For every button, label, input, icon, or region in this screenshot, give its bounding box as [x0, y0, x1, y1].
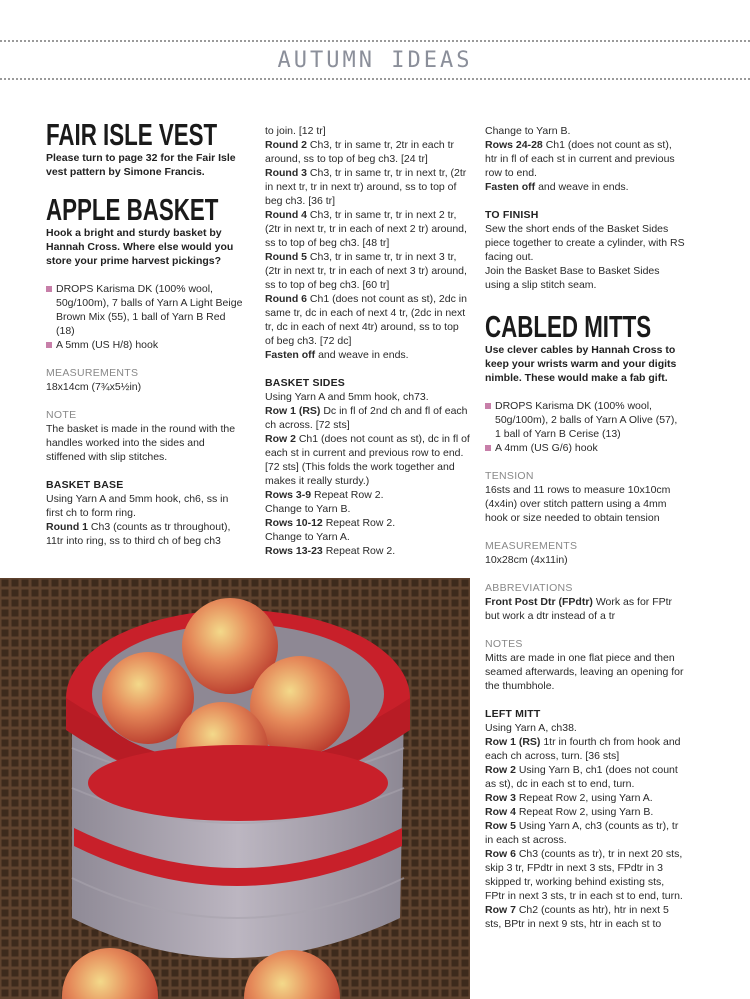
pattern-row: Round 4 Ch3, tr in same tr, tr in next 2 tr, (2tr in next tr, tr in each of next 2 tr) around, ss to top of beg ch3. [48 tr]: [265, 209, 467, 249]
header-rule-top: [0, 40, 750, 42]
bullet-square-icon: [485, 445, 491, 451]
fair-isle-intro: Please turn to page 32 for the Fair Isle vest pattern by Simone Francis.: [46, 152, 236, 178]
basket-base-label: BASKET BASE: [46, 479, 124, 491]
section-header: [0, 40, 750, 80]
pattern-row: Round 2 Ch3, tr in same tr, 2tr in each tr around, ss to top of beg ch3. [24 tr]: [265, 139, 455, 165]
pattern-row: Row 5 Using Yarn A, ch3 (counts as tr), tr in each st across.: [485, 820, 679, 846]
pattern-row: Rows 10-12 Repeat Row 2.: [265, 517, 396, 529]
pattern-row: Rows 13-23 Repeat Row 2.: [265, 545, 396, 557]
pattern-row: Row 3 Repeat Row 2, using Yarn A.: [485, 792, 653, 804]
pattern-row: Change to Yarn B.: [485, 125, 571, 137]
pattern-row: Using Yarn A and 5mm hook, ch73.: [265, 391, 429, 403]
pattern-row: Row 1 (RS) Dc in fl of 2nd ch and fl of each ch across. [72 sts]: [265, 405, 468, 431]
pattern-row: Rows 24-28 Ch1 (does not count as st), htr in fl of each st in current and previous row to end.: [485, 139, 675, 179]
pattern-row: Row 2 Ch1 (does not count as st), dc in fl of each st in current and previous row to end. [72 sts] (This folds the work together and makes it really sturdy.): [265, 433, 470, 487]
header-rule-bottom: [0, 78, 750, 80]
bullet-square-icon: [46, 342, 52, 348]
to-finish-text: Join the Basket Base to Basket Sides using a slip stitch seam.: [485, 265, 660, 291]
bullet-square-icon: [46, 286, 52, 292]
material-item: DROPS Karisma DK (100% wool, 50g/100m), 7 balls of Yarn A Light Beige Brown Mix (55), 1 ball of Yarn B Red (18): [46, 282, 246, 338]
cabled-mitts-title: CABLED MITTS: [485, 309, 652, 344]
basket-base-text: Using Yarn A and 5mm hook, ch6, ss in first ch to form ring.: [46, 493, 229, 519]
material-item: DROPS Karisma DK (100% wool, 50g/100m), 2 balls of Yarn A Olive (57), 1 ball of Yarn B Cerise (13): [485, 399, 685, 441]
notes-label: NOTES: [485, 638, 523, 650]
pattern-row: Fasten off and weave in ends.: [265, 349, 409, 361]
basket-illustration: [0, 578, 470, 999]
pattern-row: Row 7 Ch2 (counts as htr), htr in next 5 sts, BPtr in next 9 sts, htr in each st to: [485, 904, 669, 930]
pattern-row: Fasten off and weave in ends.: [485, 181, 629, 193]
tension-label: TENSION: [485, 470, 534, 482]
measurements-label: MEASUREMENTS: [485, 540, 578, 552]
material-item: A 4mm (US G/6) hook: [485, 441, 685, 455]
material-item: A 5mm (US H/8) hook: [46, 338, 246, 352]
pattern-row: Round 5 Ch3, tr in same tr, tr in next 3 tr, (2tr in next tr, tr in each of next 3 tr) around, ss to top of beg ch3. [60 tr]: [265, 251, 467, 291]
bullet-square-icon: [485, 403, 491, 409]
left-mitt-label: LEFT MITT: [485, 708, 541, 720]
apple-basket-photo: [0, 578, 470, 999]
measurements-value: 18x14cm (7¾x5½in): [46, 381, 142, 393]
apple-basket-title: APPLE BASKET: [46, 192, 219, 227]
pattern-row: Row 6 Ch3 (counts as tr), tr in next 20 sts, skip 3 tr, FPdtr in next 3 sts, FPdtr in 3 skipped tr, working behind existing sts, FPtr in next 3 sts, tr in each st to end, turn.: [485, 848, 683, 902]
pattern-row: Change to Yarn A.: [265, 531, 350, 543]
to-finish-text: Sew the short ends of the Basket Sides piece together to create a cylinder, with RS facing out.: [485, 223, 685, 263]
pattern-row: Change to Yarn B.: [265, 503, 351, 515]
measurements-value: 10x28cm (4x11in): [485, 554, 568, 566]
column-right: [485, 124, 685, 931]
notes-text: Mitts are made in one flat piece and then seamed afterwards, leaving an opening for the thumbhole.: [485, 652, 684, 692]
tension-text: 16sts and 11 rows to measure 10x10cm (4x4in) over stitch pattern using a 4mm hook or size needed to obtain tension: [485, 484, 671, 524]
basket-sides-label: BASKET SIDES: [265, 377, 345, 389]
pattern-row: Row 1 (RS) 1tr in fourth ch from hook and each ch across, turn. [36 sts]: [485, 736, 681, 762]
to-finish-label: TO FINISH: [485, 209, 539, 221]
pattern-row: Round 3 Ch3, tr in same tr, tr in next tr, (2tr in next tr, tr in next tr) around, ss to top of beg ch3. [36 tr]: [265, 167, 467, 207]
note-text: The basket is made in the round with the handles worked into the sides and stiffened with slip stitches.: [46, 423, 236, 463]
pattern-row: Using Yarn A, ch38.: [485, 722, 577, 734]
pattern-row: to join. [12 tr]: [265, 125, 326, 137]
cabled-mitts-intro: Use clever cables by Hannah Cross to keep your wrists warm and your digits nimble. These would make a fab gift.: [485, 344, 677, 384]
apple-basket-intro: Hook a bright and sturdy basket by Hannah Cross. Where else would you store your prime harvest pickings?: [46, 227, 234, 267]
abbreviation-item: Front Post Dtr (FPdtr) Work as for FPtr but work a dtr instead of a tr: [485, 596, 673, 622]
pattern-row: Round 6 Ch1 (does not count as st), 2dc in same tr, dc in each of next 4 tr, (2dc in next tr, dc in each of next 4tr) around, ss to top of beg ch3. [72 dc]: [265, 293, 467, 347]
note-label: NOTE: [46, 409, 77, 421]
round-1: Round 1 Ch3 (counts as tr throughout), 11tr into ring, ss to third ch of beg ch3: [46, 521, 231, 547]
pattern-row: Row 2 Using Yarn B, ch1 (does not count as st), dc in each st to end, turn.: [485, 764, 678, 790]
pattern-row: Row 4 Repeat Row 2, using Yarn B.: [485, 806, 654, 818]
fair-isle-title: FAIR ISLE VEST: [46, 117, 218, 152]
section-title: AUTUMN IDEAS: [277, 48, 473, 73]
abbreviations-label: ABBREVIATIONS: [485, 582, 573, 594]
pattern-row: Rows 3-9 Repeat Row 2.: [265, 489, 384, 501]
column-middle: [265, 124, 470, 558]
measurements-label: MEASUREMENTS: [46, 367, 139, 379]
column-left: [46, 118, 246, 548]
